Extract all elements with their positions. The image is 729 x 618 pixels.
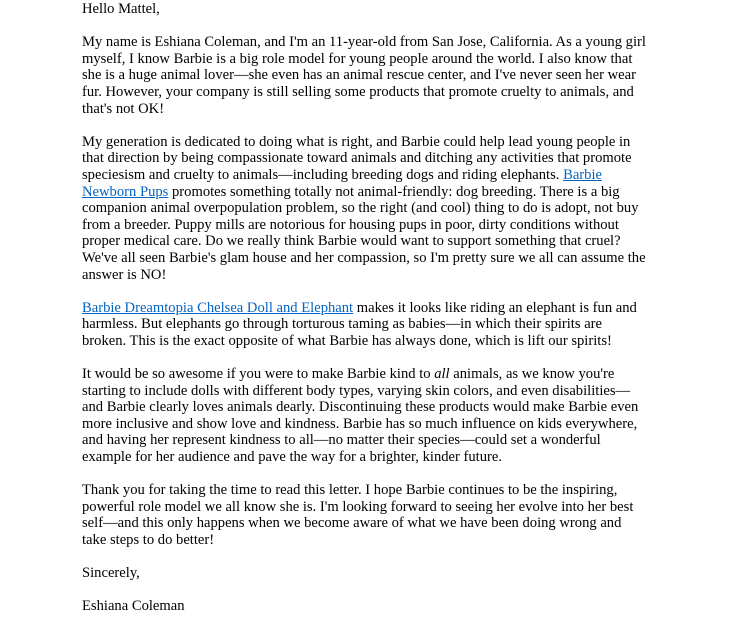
paragraph-text: promotes something totally not animal-friendly: dog breeding. There is a big companion animal overpopulation problem, so the right (and cool) thing to do is adopt, not buy from a breeder. Puppy mills are notorious for housing pups in poor, dirty conditions without proper medical care. Do we really think Barbie would want to support something that cruel? We've all seen Barbie's glam house and her compassion, so I'm pretty sure we all can assume the answer is NO! (82, 183, 646, 283)
paragraph-elephant (82, 300, 647, 350)
paragraph-kind-to-all (82, 366, 647, 466)
paragraph-thank-you: Thank you for taking the time to read this letter. I hope Barbie continues to be the inspiring, powerful role model we all know she is. I'm looking forward to seeing her evolve into her best self—and this only happens when we become aware of what we have been doing wrong and take steps to do better! (82, 482, 634, 548)
paragraph-newborn-pups (82, 134, 647, 283)
signature: Eshiana Coleman (82, 598, 185, 615)
greeting: Hello Mattel, (82, 1, 160, 17)
link-barbie-dreamtopia-chelsea[interactable]: Barbie Dreamtopia Chelsea Doll and Elephant (82, 299, 354, 316)
link-barbie-newborn-pups[interactable]: Barbie Newborn Pups (82, 166, 602, 200)
paragraph-text: makes it looks like riding an elephant is fun and harmless. But elephants go through torturous taming as babies—in which their spirits are broken. This is the exact opposite of what Barbie has always done, which is lift our spirits! (82, 299, 637, 349)
closing: Sincerely, (82, 565, 140, 582)
paragraph-text: It would be so awesome if you were to make Barbie kind to (82, 366, 435, 383)
paragraph-intro: My name is Eshiana Coleman, and I'm an 11-year-old from San Jose, California. As a young girl myself, I know Barbie is a big role model for young people around the world. I also know that she is a huge animal lover—she even has an animal rescue center, and I've never seen her wear fur. However, your company is still selling some products that promote cruelty to animals, and that's not OK! (82, 34, 646, 117)
paragraph-text: My generation is dedicated to doing what is right, and Barbie could help lead young people in that direction by being compassionate toward animals and ditching any activities that promote speciesism and cruelty to animals—including breeding dogs and riding elephants. (82, 133, 632, 183)
letter-body (82, 1, 647, 615)
paragraph-text: animals, as we know you're starting to include dolls with different body types, varying skin colors, and even disabilities—and Barbie clearly loves animals dearly. Discontinuing these products would make Barbie even more inclusive and show love and kindness. Barbie has so much influence on kids everywhere, and having her represent kindness to all—no matter their species—could set a wonderful example for her audience and pave the way for a brighter, kinder future. (82, 366, 639, 466)
emphasis-all: all (434, 366, 450, 383)
